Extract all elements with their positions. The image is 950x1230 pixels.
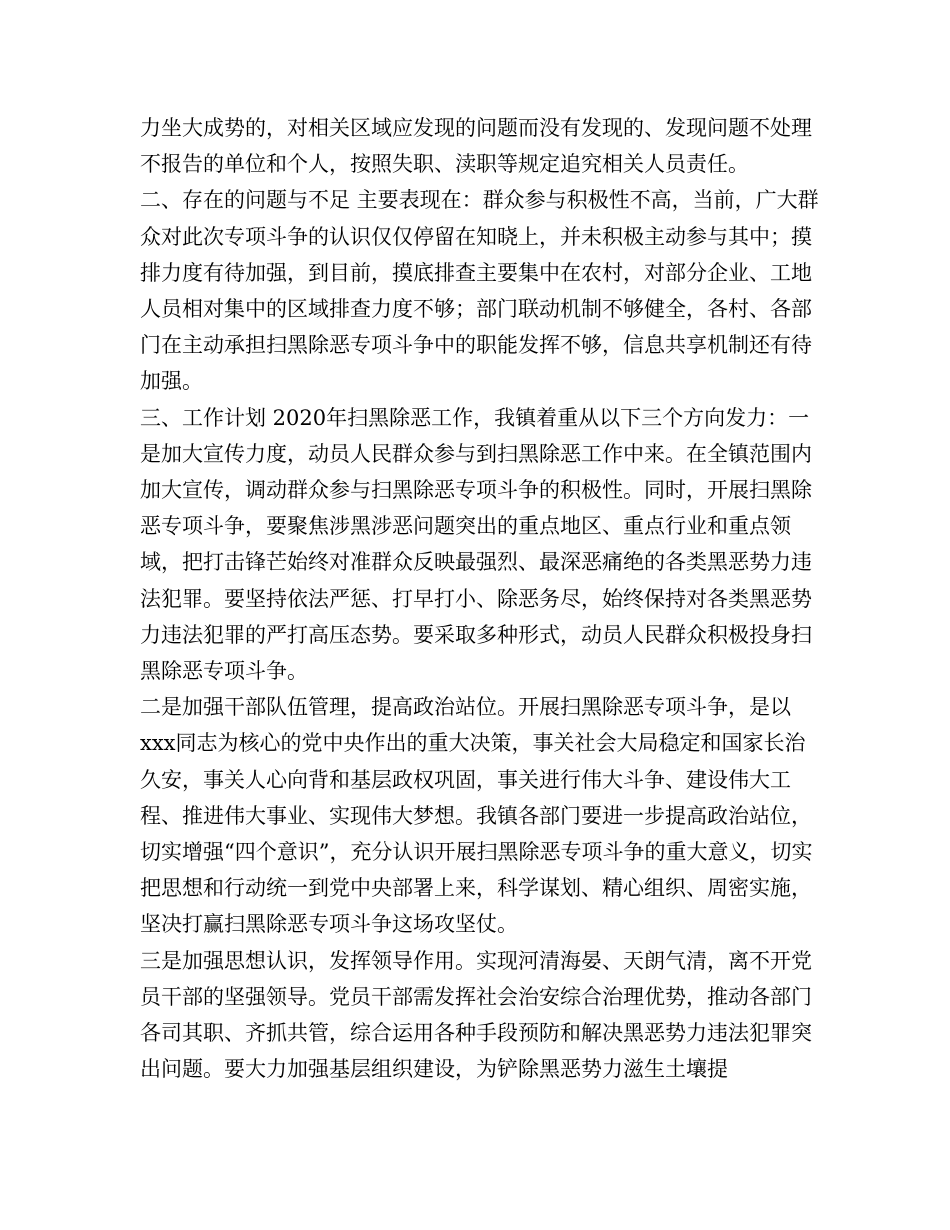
paragraph-cadre-management: 二是加强干部队伍管理，提高政治站位。开展扫黑除恶专项斗争，是以xxx同志为核心的党中央作出的重大决策，事关社会大局稳定和国家长治久安，事关人心向背和基层政权巩固，事关进行伟大斗争、建设伟大工程、推进伟大事业、实现伟大梦想。我镇各部门要进一步提高政治站位，切实增强“四个意识”，充分认识开展扫黑除恶专项斗争的重大意义，切实把思想和行动统一到党中央部署上来，科学谋划、精心组织、周密实施，坚决打赢扫黑除恶专项斗争这场攻坚仗。 <box>140 695 813 937</box>
paragraph-problems: 二、存在的问题与不足 主要表现在：群众参与积极性不高，当前，广大群众对此次专项斗争的认识仅仅停留在知晓上，并未积极主动参与其中；摸排力度有待加强，到目前，摸底排查主要集中在农村，对部分企业、工地人员相对集中的区域排查力度不够；部门联动机制不够健全，各村、各部门在主动承担扫黑除恶专项斗争中的职能发挥不够，信息共享机制还有待加强。 <box>140 188 819 394</box>
paragraph-accountability: 力坐大成势的，对相关区域应发现的问题而没有发现的、发现问题不处理不报告的单位和个人，按照失职、渎职等规定追究相关人员责任。 <box>140 116 812 177</box>
paragraph-work-plan: 三、工作计划 2020年扫黑除恶工作，我镇着重从以下三个方向发力：一是加大宣传力度，动员人民群众参与到扫黑除恶工作中来。在全镇范围内加大宣传，调动群众参与扫黑除恶专项斗争的积极性。同时，开展扫黑除恶专项斗争，要聚焦涉黑涉恶问题突出的重点地区、重点行业和重点领域，把打击锋芒始终对准群众反映最强烈、最深恶痛绝的各类黑恶势力违法犯罪。要坚持依法严惩、打早打小、除恶务尽，始终保持对各类黑恶势力违法犯罪的严打高压态势。要采取多种形式，动员人民群众积极投身扫黑除恶专项斗争。 <box>140 405 812 684</box>
document-body <box>140 110 820 1087</box>
paragraph-leadership: 三是加强思想认识，发挥领导作用。实现河清海晏、天朗气清，离不开党员干部的坚强领导。党员干部需发挥社会治安综合治理优势，推动各部门各司其职、齐抓共管，综合运用各种手段预防和解决黑恶势力违法犯罪突出问题。要大力加强基层组织建设，为铲除黑恶势力滋生土壤提 <box>140 948 812 1082</box>
